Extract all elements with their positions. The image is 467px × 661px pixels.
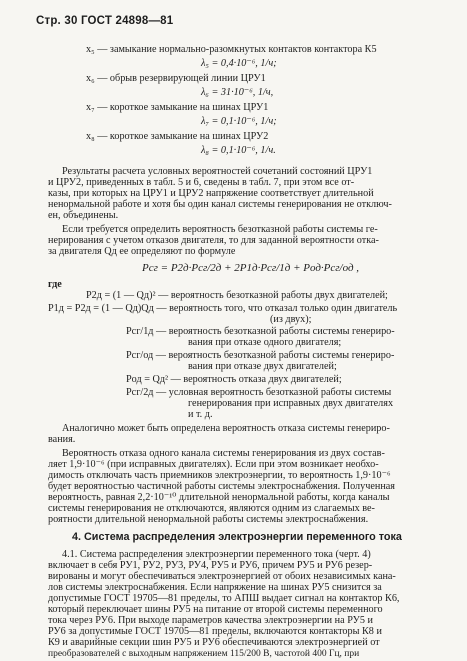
failure-x5: x₅ — замыкание нормально-разомкнутых контактов контактора К5 [86, 44, 377, 55]
def-line: Pод = Qд² — вероятность отказа двух двигателей; [126, 374, 342, 385]
where-label: где [48, 279, 62, 290]
para2-line: нерирования с учетом отказов двигателя, то для заданной вероятности отка- [48, 235, 379, 246]
def-line: генерирования при исправных двух двигателях [188, 398, 394, 409]
para4-line: Вероятность отказа одного канала системы генерирования из двух состав- [62, 448, 385, 459]
para4-line: будет вероятностью частичной работы системы электроснабжения. Полученная [48, 481, 395, 492]
para1-line: Результаты расчета условных вероятностей сочетаний состояний ЦРУ1 [62, 166, 373, 177]
section-heading: 4. Система распределения электроэнергии переменного тока [72, 531, 402, 543]
def-line: P1д = P2д = (1 — Qд)Qд — вероятность того, что отказал только один двигатель [48, 303, 398, 314]
def-line: P2д = (1 — Qд)² — вероятность безотказной работы двух двигателей; [86, 290, 388, 301]
para5-line: лов системы электроснабжения. Если напряжение на шинах РУ5 снизится за [48, 582, 382, 593]
def-line: (из двух); [270, 314, 312, 325]
main-formula: Pсг = P2д·Pсг/2д + 2P1д·Pсг/1д + Pод·Pсг/од , [142, 262, 360, 274]
def-line: Pсг/2д — условная вероятность безотказной работы системы [126, 387, 392, 398]
para5-line: который переключает шины РУ5 на питание от второй системы переменного [48, 604, 383, 615]
para5-line: тока через РУ6. При выходе параметров качества электроэнергии на РУ5 и [48, 615, 373, 626]
def-line: Pсг/од — вероятность безотказной работы системы генериро- [126, 350, 395, 361]
para4-line: вероятность, равная 2,2·10⁻¹⁰ длительной ненормальной работы, когда каналы [48, 492, 390, 503]
para5-line: 4.1. Система распределения электроэнергии переменного тока (черт. 4) [62, 549, 371, 560]
para5-line: К9 и аварийные секции шин РУ5 и РУ6 обеспечиваются электроэнергией от [48, 637, 380, 648]
para2-line: за двигателя Qд ее определяют по формуле [48, 246, 236, 257]
para1-line: ненормальной работе и хотя бы один канал системы генерирования не отключ- [48, 199, 392, 210]
para5-line: РУ6 за допустимые ГОСТ 19705—81 пределы, включаются контакторы К8 и [48, 626, 382, 637]
para1-line: и ЦРУ2, приведенных в табл. 5 и 6, сведены в табл. 7, при этом все от- [48, 177, 355, 188]
para3-line: вания. [48, 434, 76, 445]
para5-line: включает в себя РУ1, РУ2, РУ3, РУ4, РУ5 и РУ6, причем РУ5 и РУ6 резер- [48, 560, 373, 571]
def-line: вания при отказе двух двигателей; [188, 361, 337, 372]
failure-x8: x₈ — короткое замыкание на шинах ЦРУ2 [86, 131, 269, 142]
para5-line: преобразователей с выходным напряжением 115/200 В, частотой 400 Гц, при [48, 649, 360, 659]
lambda-5: λ₅ = 0,4·10⁻⁶, 1/ч; [201, 58, 277, 69]
def-line: и т. д. [188, 409, 213, 420]
para4-line: системы генерирования не отключаются, являются одним из слагаемых ве- [48, 503, 375, 514]
lambda-8: λ₈ = 0,1·10⁻⁶, 1/ч. [201, 145, 276, 156]
failure-x7: x₇ — короткое замыкание на шинах ЦРУ1 [86, 102, 269, 113]
def-line: вания при отказе одного двигателя; [188, 337, 342, 348]
lambda-7: λ₇ = 0,1·10⁻⁶, 1/ч; [201, 116, 277, 127]
para1-line: казы, при которых на ЦРУ1 и ЦРУ2 напряжение соответствует длительной [48, 188, 374, 199]
failure-x6: x₆ — обрыв резервирующей линии ЦРУ1 [86, 73, 266, 84]
para4-line: роятности длительной ненормальной работы системы электроснабжения. [48, 514, 369, 525]
para4-line: ляет 1,9·10⁻⁶ (при исправных двигателях). Если при этом возникает необхо- [48, 459, 379, 470]
para5-line: допустимые ГОСТ 19705—81 пределы, то АПШ выдает сигнал на контактор К6, [48, 593, 400, 604]
para5-line: вированы и могут обеспечиваться электроэнергией от обоих независимых кана- [48, 571, 396, 582]
para3-line: Аналогично может быть определена вероятность отказа системы генериро- [62, 423, 390, 434]
def-line: Pсг/1д — вероятность безотказной работы системы генериро- [126, 326, 395, 337]
para1-line: ен, объединены. [48, 210, 119, 221]
page-header: Стр. 30 ГОСТ 24898—81 [36, 15, 174, 27]
para4-line: димость отключать часть приемников электроэнергии, то вероятность 1,9·10⁻⁶ [48, 470, 391, 481]
lambda-6: λ₆ = 31·10⁻⁶, 1/ч, [201, 87, 274, 98]
para2-line: Если требуется определить вероятность безотказной работы системы ге- [62, 224, 378, 235]
